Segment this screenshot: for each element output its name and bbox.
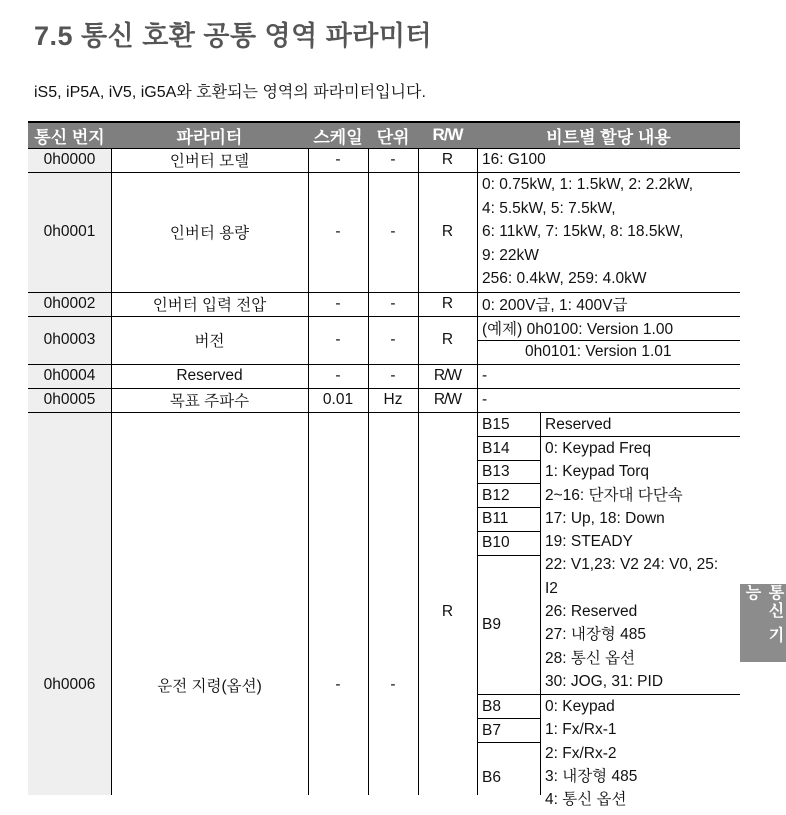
row-4-parameter: Reserved <box>176 367 243 384</box>
bit-label: B13 <box>482 462 510 480</box>
row-divider <box>28 412 740 413</box>
content-line: 19: STEADY <box>545 533 633 551</box>
row-divider <box>28 388 740 389</box>
bit-divider <box>477 460 540 461</box>
bit-content-b7-b6 <box>540 695 740 815</box>
content-line: 1: Fx/Rx-1 <box>545 721 617 739</box>
row-6-rw: R <box>441 603 454 620</box>
row-0-address: 0h0000 <box>43 151 96 168</box>
row-3-address: 0h0003 <box>43 331 96 348</box>
content-line: 9: 22kW <box>482 246 539 264</box>
content-line: 30: JOG, 31: PID <box>545 672 664 690</box>
chapter-side-tab-label: 통신 기능 <box>743 584 783 645</box>
bit-divider <box>477 507 540 508</box>
row-divider <box>477 340 740 341</box>
section-description: iS5, iP5A, iV5, iG5A와 호환되는 영역의 파라미터입니다. <box>34 84 426 101</box>
row-5-content: - <box>482 391 488 408</box>
content-line: 256: 0.4kW, 259: 4.0kW <box>482 270 647 288</box>
row-0-content: 16: G100 <box>482 151 546 168</box>
row-3-rw: R <box>441 331 454 348</box>
header-scale: 스케일 <box>308 122 368 148</box>
row-4-scale: - <box>335 367 341 384</box>
content-line: 3: 내장형 485 <box>545 767 638 785</box>
col-divider <box>111 148 112 795</box>
bit-divider <box>477 555 540 556</box>
row-divider <box>28 364 740 365</box>
header-parameter: 파라미터 <box>111 122 308 148</box>
bit-label: B15 <box>482 415 510 433</box>
bit-col-divider <box>540 412 541 795</box>
header-rw: R/W <box>418 122 477 148</box>
bit-divider <box>477 742 540 743</box>
bit-content-b14-b8 <box>540 437 740 694</box>
row-3-parameter: 버전 <box>194 333 225 350</box>
bit-label: B8 <box>482 697 501 715</box>
row-6-parameter: 운전 지령(옵션) <box>157 677 262 695</box>
content-line: 28: 통신 옵션 <box>545 649 636 667</box>
bit-divider <box>477 436 740 437</box>
col-divider <box>308 148 309 795</box>
row-0-scale: - <box>335 151 341 168</box>
table-top-border <box>28 121 740 123</box>
row-3-unit: - <box>390 331 396 348</box>
bit-label: B11 <box>482 509 509 527</box>
row-1-scale: - <box>335 223 341 240</box>
row-3-scale: - <box>335 331 341 348</box>
row-5-unit: Hz <box>383 391 403 408</box>
header-address: 통신 번지 <box>28 122 111 148</box>
section-title: 7.5 통신 호환 공통 영역 파라미터 <box>34 21 433 51</box>
bit-label: B10 <box>482 533 510 551</box>
row-1-rw: R <box>441 223 454 240</box>
content-line: 1: Keypad Torq <box>545 463 649 481</box>
row-5-scale: 0.01 <box>322 391 354 408</box>
row-1-unit: - <box>390 223 396 240</box>
row-divider <box>28 292 740 293</box>
content-line: 0: 0.75kW, 1: 1.5kW, 2: 2.2kW, <box>482 176 694 194</box>
row-2-parameter: 인버터 입력 전압 <box>152 297 267 314</box>
col-divider <box>368 148 369 795</box>
content-line: 0: Keypad <box>545 698 615 715</box>
header-unit: 단위 <box>368 122 418 148</box>
content-line: 22: V1,23: V2 24: V0, 25: <box>545 556 719 574</box>
row-5-rw: R/W <box>433 391 462 408</box>
content-line: 6: 11kW, 7: 15kW, 8: 18.5kW, <box>482 223 684 241</box>
content-line: I2 <box>545 579 558 597</box>
row-2-content: 0: 200V급, 1: 400V급 <box>482 297 628 314</box>
parameter-table <box>28 122 740 809</box>
row-2-unit: - <box>390 295 396 312</box>
col-divider <box>418 148 419 795</box>
bit-divider <box>477 483 540 484</box>
bit-label: B6 <box>482 769 501 786</box>
bit-divider <box>477 531 540 532</box>
row-1-address: 0h0001 <box>43 223 96 240</box>
row-4-content: - <box>482 367 488 384</box>
bit-label: B9 <box>482 615 501 633</box>
bit-content-b15: Reserved <box>545 415 612 433</box>
content-line: 2: Fx/Rx-2 <box>545 744 617 762</box>
content-line: 0: Keypad Freq <box>545 440 651 457</box>
bit-divider <box>477 718 540 719</box>
row-0-unit: - <box>390 151 396 168</box>
row-6-unit: - <box>390 675 396 693</box>
chapter-side-tab <box>740 584 786 662</box>
row-3-content-version: 0h0101: Version 1.01 <box>525 343 672 360</box>
bit-label: B12 <box>482 486 510 504</box>
content-line: 26: Reserved <box>545 603 638 621</box>
row-4-address: 0h0004 <box>43 367 96 384</box>
row-1-parameter: 인버터 용량 <box>169 225 250 242</box>
row-divider <box>28 172 740 173</box>
content-line: 17: Up, 18: Down <box>545 509 665 527</box>
row-0-rw: R <box>441 151 454 168</box>
header-content: 비트별 할당 내용 <box>477 122 740 148</box>
row-6-scale: - <box>335 675 341 693</box>
row-2-scale: - <box>335 295 341 312</box>
content-line: 27: 내장형 485 <box>545 626 646 644</box>
row-4-unit: - <box>390 367 396 384</box>
row-2-address: 0h0002 <box>43 295 96 312</box>
bit-label: B14 <box>482 439 510 457</box>
content-line: 4: 5.5kW, 5: 7.5kW, <box>482 199 616 217</box>
row-1-content <box>477 172 740 292</box>
bit-divider <box>477 694 740 695</box>
bit-label: B7 <box>482 721 501 739</box>
row-divider <box>28 148 740 149</box>
content-line: 4: 통신 옵션 <box>545 791 627 809</box>
row-2-rw: R <box>441 295 454 312</box>
row-0-parameter: 인버터 모델 <box>169 153 250 170</box>
row-divider <box>28 316 740 317</box>
row-4-rw: R/W <box>433 367 462 384</box>
row-5-address: 0h0005 <box>43 391 96 408</box>
row-6-address: 0h0006 <box>43 675 96 693</box>
row-3-content-example: (예제) 0h0100: Version 1.00 <box>482 321 674 338</box>
col-divider <box>477 148 478 795</box>
row-5-parameter: 목표 주파수 <box>169 393 250 410</box>
content-line: 2~16: 단자대 다단속 <box>545 486 683 504</box>
